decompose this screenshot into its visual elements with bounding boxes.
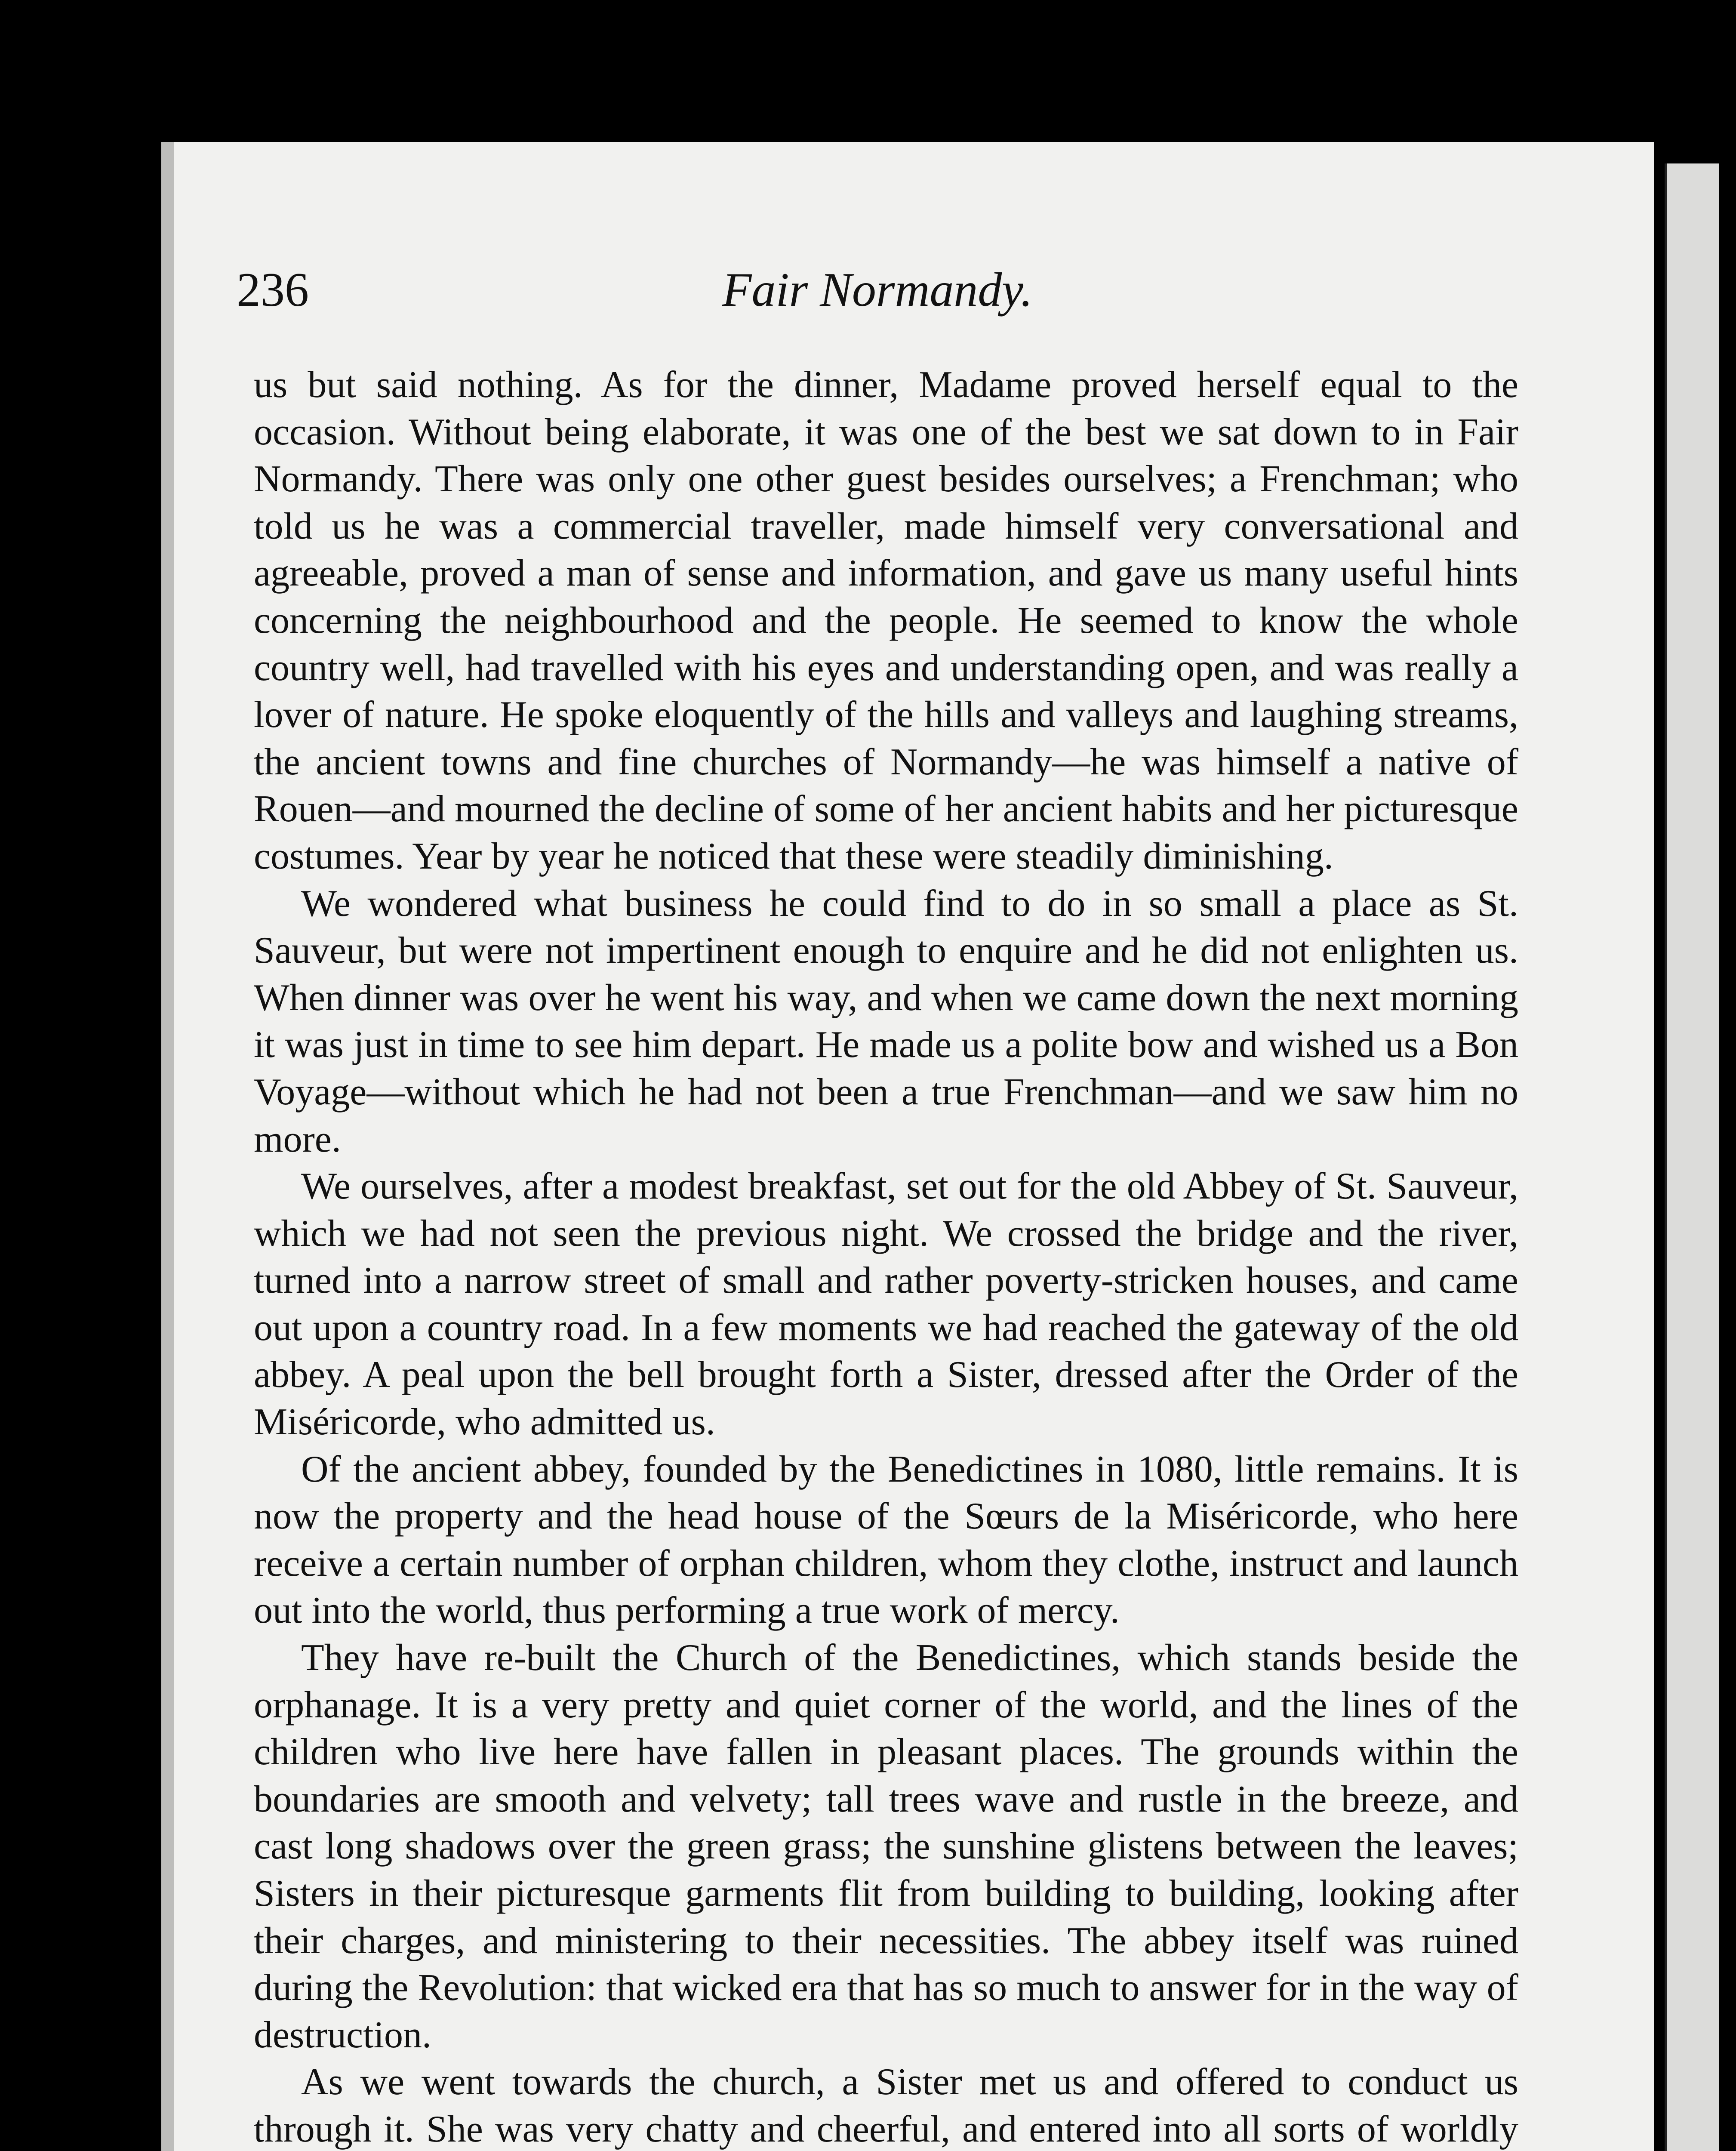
page-header <box>237 262 1518 336</box>
paragraph: Of the ancient abbey, founded by the Benedictines in 1080, little remains. It is now the property and the head house of the Sœurs de la Miséricorde, who here receive a certain number of orphan children, whom they clothe, instruct and launch out into the world, thus performing a true work of mercy. <box>254 1448 1518 1632</box>
running-title: Fair Normandy. <box>722 263 1033 317</box>
paragraph: They have re-built the Church of the Benedictines, which stands beside the orphanage. It is a very pretty and quiet corner of the world, and the lines of the children who live here have fallen in pleasant places. The grounds within the boundaries are smooth and velvety; tall trees wave and rustle in the breeze, and cast long shadows over the green grass; the sunshine glistens between the leaves; Sisters in their picturesque garments flit from building to building, looking after their charges, and ministering to their necessities. The abbey itself was ruined during the Revolution: that wicked era that has so much to answer for in the way of destruction. <box>254 1637 1518 2056</box>
paragraph: As we went towards the church, a Sister met us and offered to conduct us through it. She was very chatty and cheerful, and entered into all sorts of worldly <box>254 2061 1518 2150</box>
paragraph: We wondered what business he could find to do in so small a place as St. Sauveur, but were not impertinent enough to enquire and he did not enlighten us. When dinner was over he went his way, and when we came down the next morning it was just in time to see him depart. He made us a polite bow and wished us a Bon Voyage—without which he had not been a true Frenchman—and we saw him no more. <box>254 882 1518 1160</box>
body-text <box>254 361 1518 2151</box>
paragraph: We ourselves, after a modest breakfast, set out for the old Abbey of St. Sauveur, which we had not seen the previous night. We crossed the bridge and the river, turned into a narrow street of small and rather poverty-stricken houses, and came out upon a country road. In a few moments we had reached the gateway of the old abbey. A peal upon the bell brought forth a Sister, dressed after the Order of the Miséricorde, who admitted us. <box>254 1165 1518 1443</box>
page-number: 236 <box>237 263 309 317</box>
paragraph: us but said nothing. As for the dinner, Madame proved herself equal to the occasion. Without being elaborate, it was one of the best we sat down to in Fair Normandy. There was only one other guest besides ourselves; a Frenchman; who told us he was a commercial traveller, made himself very conversational and agreeable, proved a man of sense and information, and gave us many useful hints concerning the neighbourhood and the people. He seemed to know the whole country well, had travelled with his eyes and understanding open, and was really a lover of nature. He spoke eloquently of the hills and valleys and laughing streams, the ancient towns and fine churches of Normandy—he was himself a native of Rouen—and mourned the decline of some of her ancient habits and her picturesque costumes. Year by year he noticed that these were steadily diminishing. <box>254 364 1518 877</box>
facing-page-edge <box>1665 163 1719 2151</box>
